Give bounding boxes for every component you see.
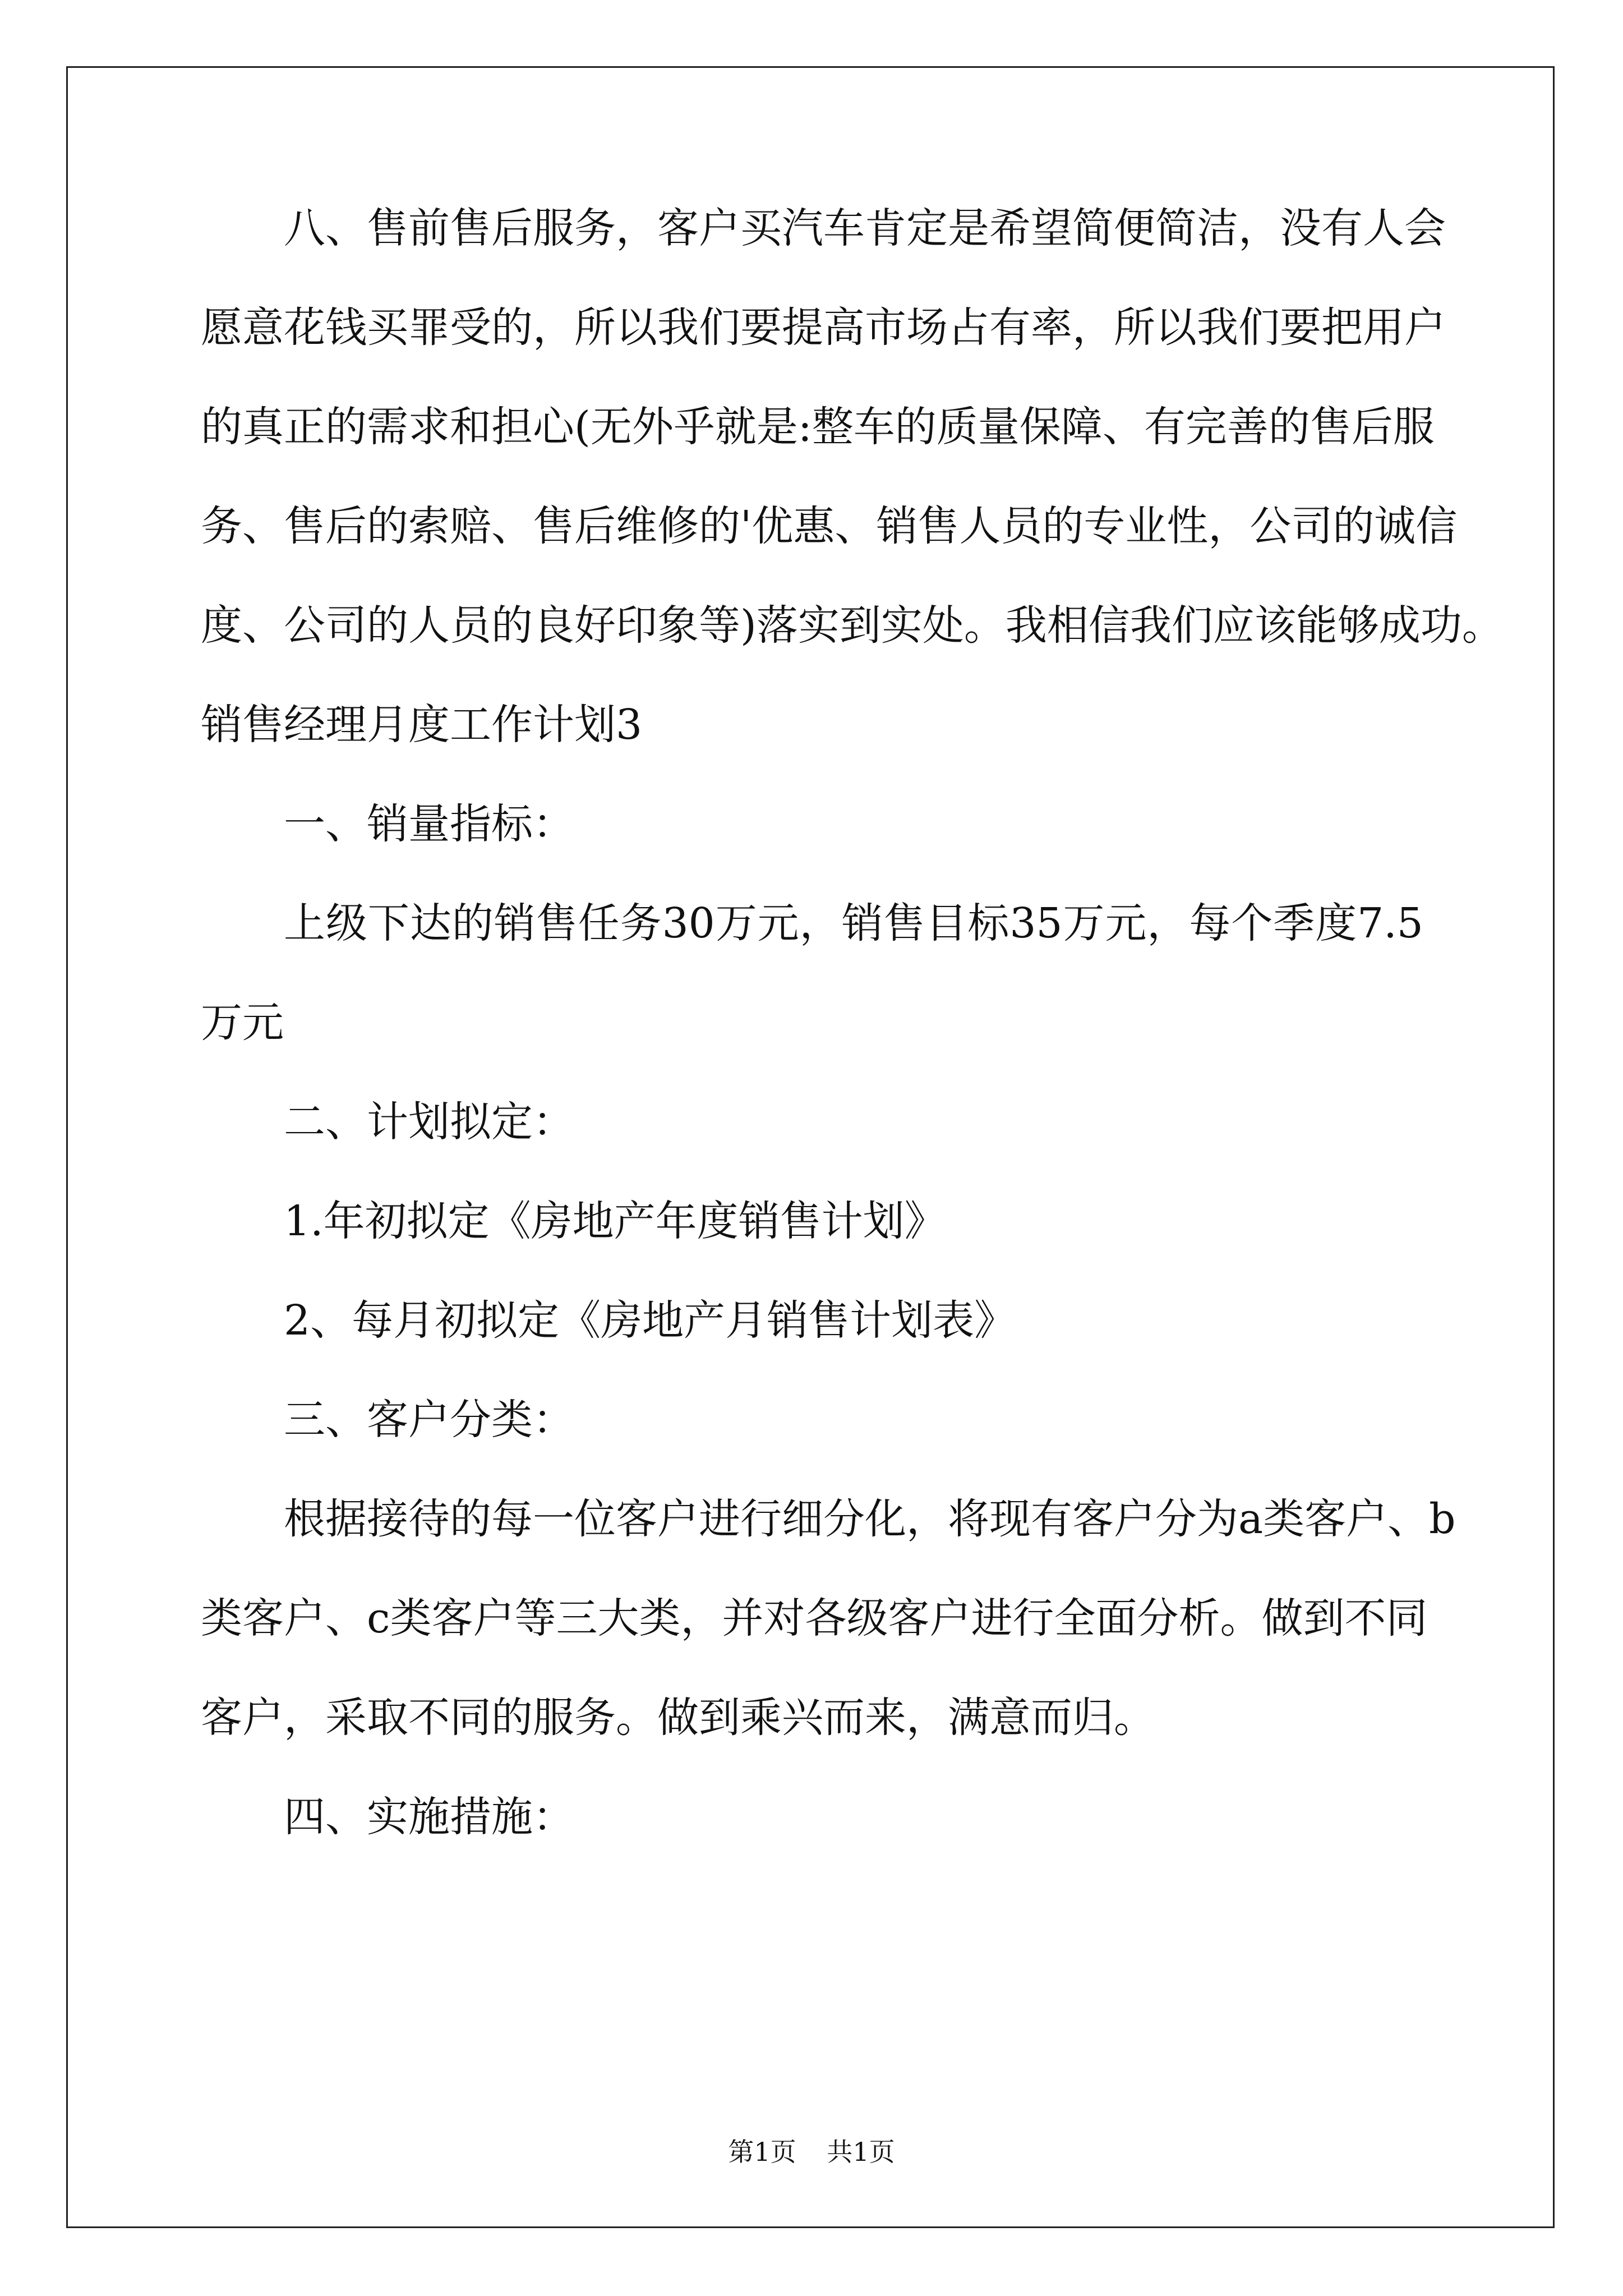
page-footer (0, 2132, 1623, 2169)
text-line: 1.年初拟定《房地产年度销售计划》 (284, 1197, 946, 1245)
text-line: 务 、 售 后 的 索 赔 、 售 后 维 修 的 ' 优 惠 、 销 售 人 员 的 专 业 性 ， 公 司 的 诚 信 (201, 502, 1458, 550)
text-line: 客户，采取不同的服务。做到乘兴而来，满意而归。 (201, 1694, 1155, 1742)
text-line: 四、实施措施： (284, 1793, 574, 1841)
page-number-total: 共1页 (827, 2137, 895, 2167)
text-line: 销售经理月度工作计划3 (201, 701, 643, 749)
text-line: 三、客户分类： (284, 1396, 574, 1444)
document-body (201, 204, 1504, 1895)
text-line: 一、销量指标： (284, 800, 574, 848)
text-line: 万元 (201, 999, 284, 1047)
text-line: 类 客 户 、 c 类 客 户 等 三 大 类 ， 并 对 各 级 客 户 进 行 全 面 分 析 。 做 到 不 同 (201, 1594, 1428, 1642)
text-line: 愿 意 花 钱 买 罪 受 的 ， 所 以 我 们 要 提 高 市 场 占 有 率 ， 所 以 我 们 要 把 用 户 (201, 303, 1446, 352)
text-line: 二、计划拟定： (284, 1098, 574, 1146)
text-line: 2、每月初拟定《房地产月销售计划表》 (284, 1296, 1016, 1345)
text-line: 上 级 下 达 的 销 售 任 务 30 万 元 ， 销 售 目 标 35 万 元 ， 每 个 季 度 7.5 (284, 899, 1423, 947)
page-number-current: 第1页 (728, 2137, 796, 2167)
text-line: 八 、 售 前 售 后 服 务 ， 客 户 买 汽 车 肯 定 是 希 望 简 便 简 洁 ， 没 有 人 会 (284, 204, 1446, 252)
text-line: 的 真 正 的 需 求 和 担 心 ( 无 外 乎 就 是 : 整 车 的 质 量 保 障 、 有 完 善 的 售 后 服 (201, 403, 1435, 451)
text-line: 度 、 公 司 的 人 员 的 良 好 印 象 等 ) 落 实 到 实 处 。 我 相 信 我 们 应 该 能 够 成 功 。 (201, 601, 1504, 650)
text-line: 根 据 接 待 的 每 一 位 客 户 进 行 细 分 化 ， 将 现 有 客 户 分 为 a 类 客 户 、 b (284, 1495, 1456, 1543)
